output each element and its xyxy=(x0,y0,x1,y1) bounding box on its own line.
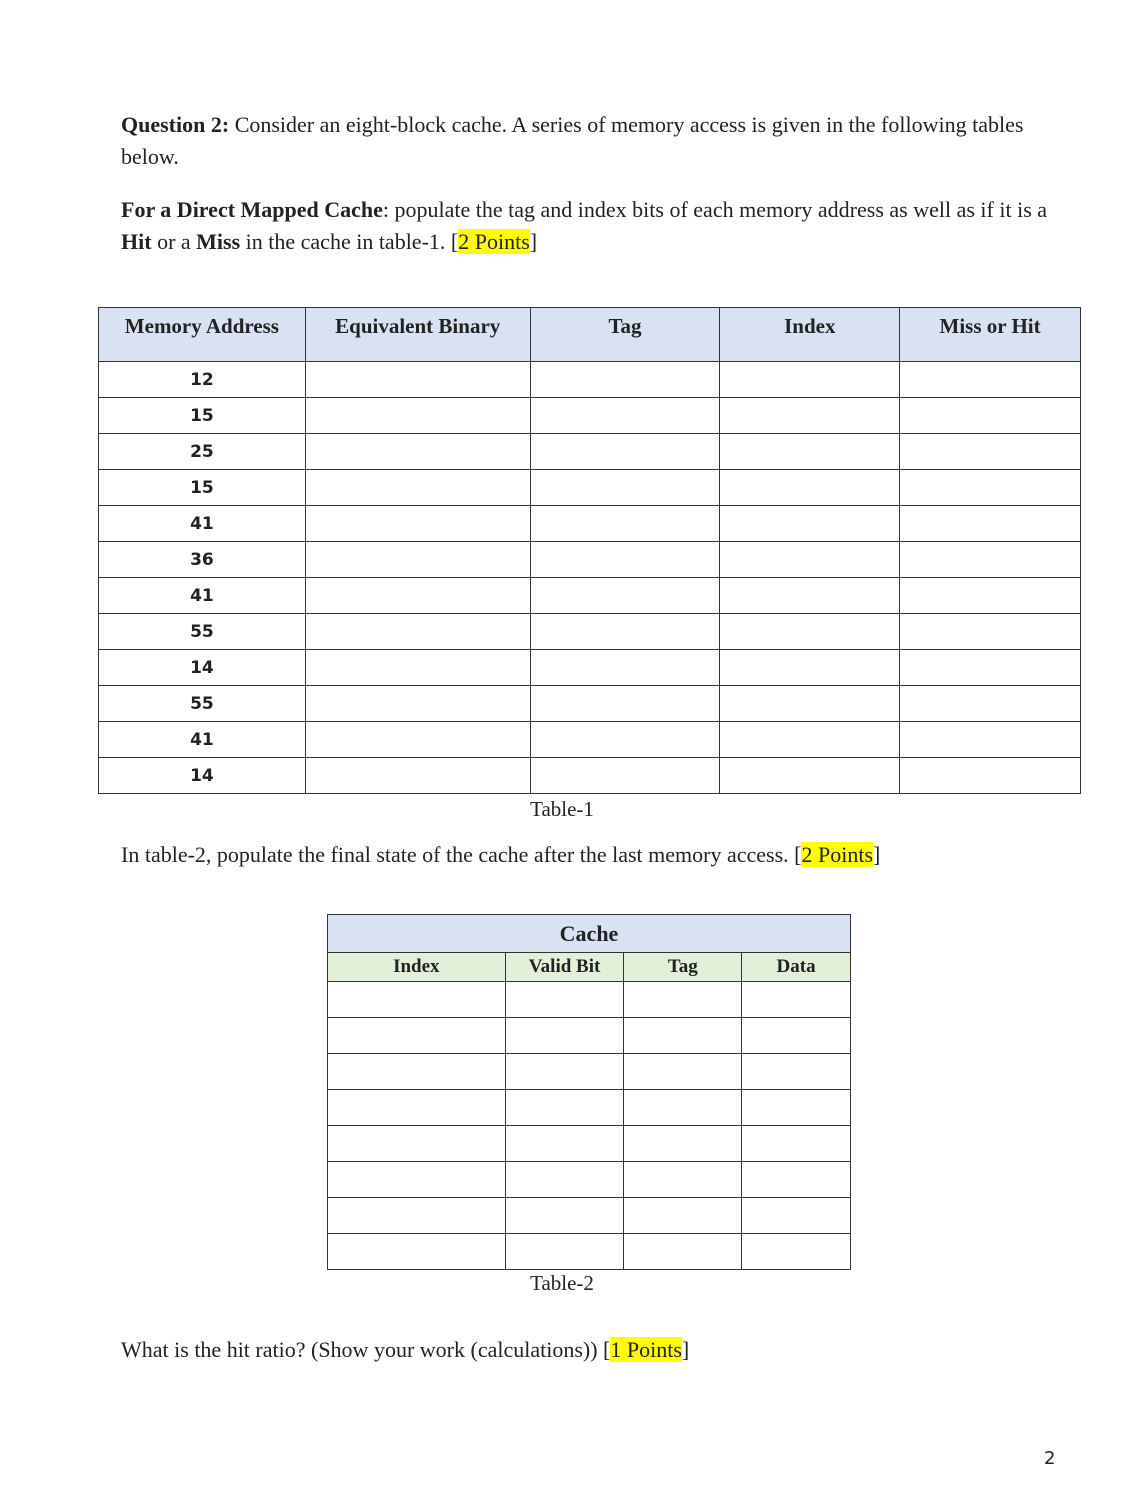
index-cell[interactable] xyxy=(328,982,506,1018)
table-row xyxy=(99,614,1081,650)
table-row xyxy=(328,1126,851,1162)
direct-mapped-text: ] xyxy=(529,229,538,254)
memory-address-cell: 41 xyxy=(99,722,306,758)
tag-cell[interactable] xyxy=(530,722,720,758)
index-cell[interactable] xyxy=(328,1234,506,1270)
tag-cell[interactable] xyxy=(624,982,742,1018)
binary-cell[interactable] xyxy=(305,686,530,722)
direct-mapped-paragraph xyxy=(121,194,1071,258)
data-cell[interactable] xyxy=(742,982,851,1018)
tag-cell[interactable] xyxy=(624,1162,742,1198)
tag-cell[interactable] xyxy=(624,1234,742,1270)
data-cell[interactable] xyxy=(742,1234,851,1270)
header-tag: Tag xyxy=(624,953,742,982)
tag-cell[interactable] xyxy=(530,614,720,650)
tag-cell[interactable] xyxy=(530,758,720,794)
tag-cell[interactable] xyxy=(530,650,720,686)
tag-cell[interactable] xyxy=(624,1054,742,1090)
valid-bit-cell[interactable] xyxy=(505,1126,624,1162)
index-cell[interactable] xyxy=(328,1054,506,1090)
tag-cell[interactable] xyxy=(530,542,720,578)
hit-term: Hit xyxy=(121,229,152,254)
index-cell[interactable] xyxy=(720,506,900,542)
miss-hit-cell[interactable] xyxy=(900,686,1081,722)
question-paragraph xyxy=(121,109,1071,173)
memory-address-cell: 25 xyxy=(99,434,306,470)
index-cell[interactable] xyxy=(328,1018,506,1054)
direct-mapped-text: : populate the tag and index bits of each memory address as well as if it is a xyxy=(382,197,1048,222)
data-cell[interactable] xyxy=(742,1090,851,1126)
data-cell[interactable] xyxy=(742,1054,851,1090)
index-cell[interactable] xyxy=(328,1162,506,1198)
direct-mapped-text: in the cache in table-1. [ xyxy=(240,229,459,254)
table-row xyxy=(99,722,1081,758)
table-row xyxy=(328,1234,851,1270)
page-number: 2 xyxy=(1044,1448,1056,1469)
index-cell[interactable] xyxy=(720,578,900,614)
header-miss-or-hit: Miss or Hit xyxy=(900,308,1081,362)
miss-hit-cell[interactable] xyxy=(900,434,1081,470)
memory-address-cell: 55 xyxy=(99,614,306,650)
miss-hit-cell[interactable] xyxy=(900,758,1081,794)
index-cell[interactable] xyxy=(720,650,900,686)
table-row xyxy=(99,362,1081,398)
table-row xyxy=(99,578,1081,614)
valid-bit-cell[interactable] xyxy=(505,1054,624,1090)
index-cell[interactable] xyxy=(720,614,900,650)
valid-bit-cell[interactable] xyxy=(505,1198,624,1234)
tag-cell[interactable] xyxy=(530,398,720,434)
memory-address-cell: 15 xyxy=(99,470,306,506)
binary-cell[interactable] xyxy=(305,434,530,470)
tag-cell[interactable] xyxy=(530,686,720,722)
index-cell[interactable] xyxy=(720,434,900,470)
table-row xyxy=(99,686,1081,722)
table-row xyxy=(99,470,1081,506)
tag-cell[interactable] xyxy=(530,434,720,470)
table-2-header-row xyxy=(328,953,851,982)
memory-address-cell: 15 xyxy=(99,398,306,434)
index-cell[interactable] xyxy=(720,398,900,434)
table-row xyxy=(328,1018,851,1054)
table-2-caption: Table-2 xyxy=(530,1271,594,1295)
table-row xyxy=(99,758,1081,794)
data-cell[interactable] xyxy=(742,1126,851,1162)
tag-cell[interactable] xyxy=(624,1018,742,1054)
valid-bit-cell[interactable] xyxy=(505,1162,624,1198)
binary-cell[interactable] xyxy=(305,470,530,506)
index-cell[interactable] xyxy=(720,758,900,794)
header-index: Index xyxy=(720,308,900,362)
memory-address-cell: 14 xyxy=(99,758,306,794)
hit-ratio-close: ] xyxy=(681,1337,690,1362)
points-highlight: 1 Points xyxy=(610,1337,682,1362)
table-row xyxy=(328,1162,851,1198)
valid-bit-cell[interactable] xyxy=(505,1234,624,1270)
miss-hit-cell[interactable] xyxy=(900,506,1081,542)
tag-cell[interactable] xyxy=(624,1126,742,1162)
question-text: Consider an eight-block cache. A series of memory access is given in the following tables below. xyxy=(121,112,1024,169)
miss-hit-cell[interactable] xyxy=(900,722,1081,758)
instruction-close: ] xyxy=(873,842,881,867)
binary-cell[interactable] xyxy=(305,362,530,398)
valid-bit-cell[interactable] xyxy=(505,982,624,1018)
table-row xyxy=(328,1054,851,1090)
miss-hit-cell[interactable] xyxy=(900,650,1081,686)
miss-hit-cell[interactable] xyxy=(900,578,1081,614)
binary-cell[interactable] xyxy=(305,506,530,542)
binary-cell[interactable] xyxy=(305,578,530,614)
instruction-text: In table-2, populate the final state of the cache after the last memory access. [ xyxy=(121,842,802,867)
tag-cell[interactable] xyxy=(530,506,720,542)
table-row xyxy=(328,982,851,1018)
header-tag: Tag xyxy=(530,308,720,362)
index-cell[interactable] xyxy=(720,722,900,758)
table-2-instruction xyxy=(121,839,1071,871)
index-cell[interactable] xyxy=(720,686,900,722)
table-2 xyxy=(327,914,851,1270)
index-cell[interactable] xyxy=(720,470,900,506)
memory-address-cell: 41 xyxy=(99,506,306,542)
index-cell[interactable] xyxy=(720,542,900,578)
index-cell[interactable] xyxy=(328,1198,506,1234)
table-row xyxy=(99,650,1081,686)
data-cell[interactable] xyxy=(742,1198,851,1234)
table-row xyxy=(328,1090,851,1126)
memory-address-cell: 55 xyxy=(99,686,306,722)
header-index: Index xyxy=(328,953,506,982)
tag-cell[interactable] xyxy=(624,1198,742,1234)
miss-term: Miss xyxy=(196,229,241,254)
table-row xyxy=(99,434,1081,470)
question-label: Question 2: xyxy=(121,112,230,137)
binary-cell[interactable] xyxy=(305,398,530,434)
memory-address-cell: 14 xyxy=(99,650,306,686)
tag-cell[interactable] xyxy=(530,578,720,614)
table-1 xyxy=(98,307,1081,794)
hit-ratio-text: What is the hit ratio? (Show your work (calculations)) [ xyxy=(121,1337,611,1362)
tag-cell[interactable] xyxy=(530,362,720,398)
table-2-title-row xyxy=(328,915,851,953)
miss-hit-cell[interactable] xyxy=(900,542,1081,578)
tag-cell[interactable] xyxy=(530,470,720,506)
memory-address-cell: 12 xyxy=(99,362,306,398)
table-1-header-row xyxy=(99,308,1081,362)
data-cell[interactable] xyxy=(742,1162,851,1198)
tag-cell[interactable] xyxy=(624,1090,742,1126)
miss-hit-cell[interactable] xyxy=(900,470,1081,506)
table-row xyxy=(99,398,1081,434)
valid-bit-cell[interactable] xyxy=(505,1090,624,1126)
valid-bit-cell[interactable] xyxy=(505,1018,624,1054)
header-memory-address: Memory Address xyxy=(99,308,306,362)
memory-address-cell: 36 xyxy=(99,542,306,578)
data-cell[interactable] xyxy=(742,1018,851,1054)
table-row xyxy=(99,542,1081,578)
table-1-caption: Table-1 xyxy=(530,797,594,821)
miss-hit-cell[interactable] xyxy=(900,614,1081,650)
header-data: Data xyxy=(742,953,851,982)
table-row xyxy=(328,1198,851,1234)
direct-mapped-text: or a xyxy=(151,229,197,254)
points-highlight: 2 Points xyxy=(801,842,874,867)
miss-hit-cell[interactable] xyxy=(900,362,1081,398)
binary-cell[interactable] xyxy=(305,722,530,758)
binary-cell[interactable] xyxy=(305,614,530,650)
points-highlight: 2 Points xyxy=(458,229,530,254)
miss-hit-cell[interactable] xyxy=(900,398,1081,434)
table-row xyxy=(99,506,1081,542)
direct-mapped-label: For a Direct Mapped Cache xyxy=(121,197,383,222)
cache-title: Cache xyxy=(328,915,851,953)
index-cell[interactable] xyxy=(328,1126,506,1162)
index-cell[interactable] xyxy=(328,1090,506,1126)
binary-cell[interactable] xyxy=(305,650,530,686)
binary-cell[interactable] xyxy=(305,542,530,578)
hit-ratio-question xyxy=(121,1334,1071,1366)
memory-address-cell: 41 xyxy=(99,578,306,614)
header-valid-bit: Valid Bit xyxy=(505,953,624,982)
index-cell[interactable] xyxy=(720,362,900,398)
binary-cell[interactable] xyxy=(305,758,530,794)
header-equivalent-binary: Equivalent Binary xyxy=(305,308,530,362)
